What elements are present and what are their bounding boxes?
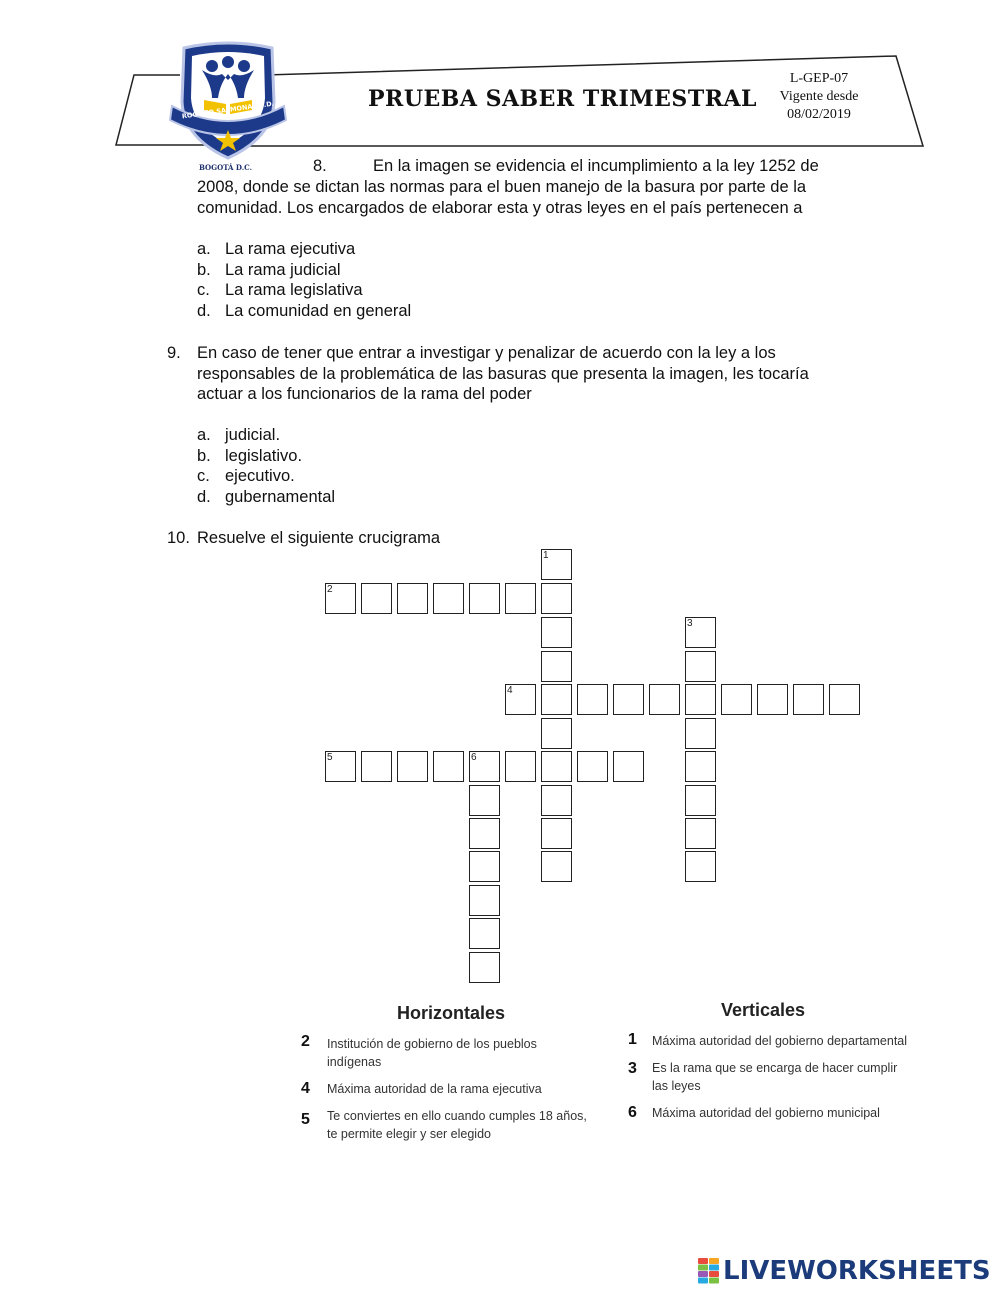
question-9-option-a[interactable] [197, 425, 280, 446]
crossword-cell[interactable] [361, 583, 392, 614]
clue-line: Máxima autoridad del gobierno municipal [652, 1106, 880, 1120]
clue-line: te permite elegir y ser elegido [327, 1127, 491, 1141]
crossword-cell[interactable] [793, 684, 824, 715]
clue-line: Máxima autoridad de la rama ejecutiva [327, 1082, 542, 1096]
school-name: ROGELIO SALMONA I.E.D. [181, 99, 275, 121]
page-title: PRUEBA SABER TRIMESTRAL [368, 86, 758, 112]
crossword-cell[interactable] [469, 751, 500, 782]
horizontal-clue-5-text [327, 1107, 587, 1143]
crossword-cell[interactable] [505, 684, 536, 715]
option-letter: c. [197, 281, 210, 299]
vertical-clue-6-text [652, 1104, 880, 1122]
crossword-cell[interactable] [397, 583, 428, 614]
question-8-option-c[interactable] [197, 280, 363, 301]
option-letter: c. [197, 467, 210, 485]
crossword-cell[interactable] [685, 751, 716, 782]
clue-line: Te conviertes en ello cuando cumples 18 años, [327, 1109, 587, 1123]
vertical-clues-title: Verticales [721, 1000, 806, 1020]
horizontal-clue-5-number: 5 [301, 1111, 310, 1128]
crossword-cell[interactable] [613, 751, 644, 782]
crossword-cell[interactable] [541, 785, 572, 816]
doc-valid-label: Vigente desde [779, 89, 859, 104]
option-letter: a. [197, 426, 211, 444]
school-city: BOGOTÁ D.C. [199, 163, 253, 172]
question-8-option-d[interactable] [197, 301, 411, 322]
crossword-cell[interactable] [469, 885, 500, 916]
crossword-cell[interactable] [541, 583, 572, 614]
crossword-cell[interactable] [433, 751, 464, 782]
option-text: gubernamental [225, 488, 336, 506]
crossword-cell[interactable] [325, 583, 356, 614]
clue-line: indígenas [327, 1055, 382, 1069]
liveworksheets-brand [697, 1254, 991, 1288]
crossword-cell[interactable] [541, 851, 572, 882]
question-9-line-3: actuar a los funcionarios de la rama del poder [197, 385, 532, 403]
option-letter: b. [197, 447, 211, 465]
question-8-option-b[interactable] [197, 260, 341, 281]
doc-code: L-GEP-07 [789, 71, 849, 86]
clue-number-2: 2 [327, 584, 333, 595]
vertical-clue-6-number: 6 [628, 1104, 637, 1121]
crossword-cell[interactable] [613, 684, 644, 715]
crossword-cell[interactable] [541, 684, 572, 715]
clue-line: Es la rama que se encarga de hacer cumplir [652, 1061, 898, 1075]
vertical-clue-3-text [652, 1059, 897, 1095]
horizontal-clue-4-number: 4 [301, 1080, 310, 1097]
crossword-cell[interactable] [541, 718, 572, 749]
option-text: judicial. [225, 426, 281, 444]
crossword-cell[interactable] [829, 684, 860, 715]
crossword-cell[interactable] [685, 851, 716, 882]
clue-line: las leyes [652, 1079, 701, 1093]
clue-number-3: 3 [687, 618, 693, 629]
crossword-cell[interactable] [469, 785, 500, 816]
question-8-line-1: En la imagen se evidencia el incumplimiento a la ley 1252 de [373, 157, 819, 175]
question-9-line-1: En caso de tener que entrar a investigar y penalizar de acuerdo con la ley a los [197, 344, 776, 362]
crossword-cell[interactable] [505, 583, 536, 614]
vertical-clue-1-text [652, 1032, 907, 1050]
crossword-cell[interactable] [361, 751, 392, 782]
crossword-cell[interactable] [685, 718, 716, 749]
liveworksheets-logo-icon [697, 1258, 721, 1284]
option-text: legislativo. [225, 447, 303, 465]
horizontal-clue-2-text [327, 1035, 537, 1071]
option-letter: a. [197, 240, 211, 258]
question-8-line-3: comunidad. Los encargados de elaborar esta y otras leyes en el país pertenecen a [197, 199, 803, 217]
crossword-cell[interactable] [577, 684, 608, 715]
clue-number-4: 4 [507, 685, 513, 696]
crossword-cell[interactable] [685, 617, 716, 648]
question-8-number: 8. [313, 157, 327, 175]
crossword-cell[interactable] [685, 818, 716, 849]
crossword-cell[interactable] [577, 751, 608, 782]
crossword-cell[interactable] [685, 651, 716, 682]
crossword-cell[interactable] [469, 583, 500, 614]
crossword-cell[interactable] [757, 684, 788, 715]
option-text: ejecutivo. [225, 467, 295, 485]
question-8-option-a[interactable] [197, 239, 355, 260]
question-10-text: Resuelve el siguiente crucigrama [197, 529, 441, 547]
option-letter: d. [197, 488, 211, 506]
vertical-clue-1-number: 1 [628, 1031, 637, 1048]
crossword-cell[interactable] [469, 818, 500, 849]
horizontal-clue-4-text [327, 1080, 542, 1098]
option-letter: d. [197, 302, 211, 320]
crossword-cell[interactable] [541, 818, 572, 849]
question-9-option-c[interactable] [197, 466, 295, 487]
question-9-option-b[interactable] [197, 446, 302, 467]
crossword-cell[interactable] [469, 952, 500, 983]
horizontal-clue-2-number: 2 [301, 1033, 310, 1050]
crossword-cell[interactable] [649, 684, 680, 715]
question-9-option-d[interactable] [197, 487, 335, 508]
question-8-line-2: 2008, donde se dictan las normas para el buen manejo de la basura por parte de la [197, 178, 807, 196]
crossword-cell[interactable] [541, 651, 572, 682]
clue-line: Institución de gobierno de los pueblos [327, 1037, 537, 1051]
document-info [770, 70, 868, 124]
crossword-cell[interactable] [433, 583, 464, 614]
option-text: La rama legislativa [225, 281, 363, 299]
option-text: La comunidad en general [225, 302, 412, 320]
option-text: La rama ejecutiva [225, 240, 356, 258]
clue-line: Máxima autoridad del gobierno departamental [652, 1034, 908, 1048]
clue-number-1: 1 [543, 550, 549, 561]
liveworksheets-brand-text: LIVEWORKSHEETS [723, 1256, 991, 1286]
crossword-cell[interactable] [469, 918, 500, 949]
option-text: La rama judicial [225, 261, 341, 279]
option-letter: b. [197, 261, 211, 279]
crossword-cell[interactable] [541, 751, 572, 782]
question-9-line-2: responsables de la problemática de las basuras que presenta la imagen, les tocaría [197, 365, 809, 383]
doc-date: 08/02/2019 [787, 107, 851, 122]
clue-number-5: 5 [327, 752, 333, 763]
crossword-cell[interactable] [721, 684, 752, 715]
crossword-cell[interactable] [397, 751, 428, 782]
vertical-clue-3-number: 3 [628, 1060, 637, 1077]
crossword-cell[interactable] [541, 549, 572, 580]
crossword-cell[interactable] [685, 684, 716, 715]
crossword-cell[interactable] [505, 751, 536, 782]
clue-number-6: 6 [471, 752, 477, 763]
crossword-cell[interactable] [541, 617, 572, 648]
horizontal-clues-title: Horizontales [397, 1003, 506, 1023]
crossword-cell[interactable] [325, 751, 356, 782]
crossword-cell[interactable] [685, 785, 716, 816]
question-10-number: 10. [167, 529, 190, 547]
question-9-number: 9. [167, 344, 181, 362]
crossword-cell[interactable] [469, 851, 500, 882]
